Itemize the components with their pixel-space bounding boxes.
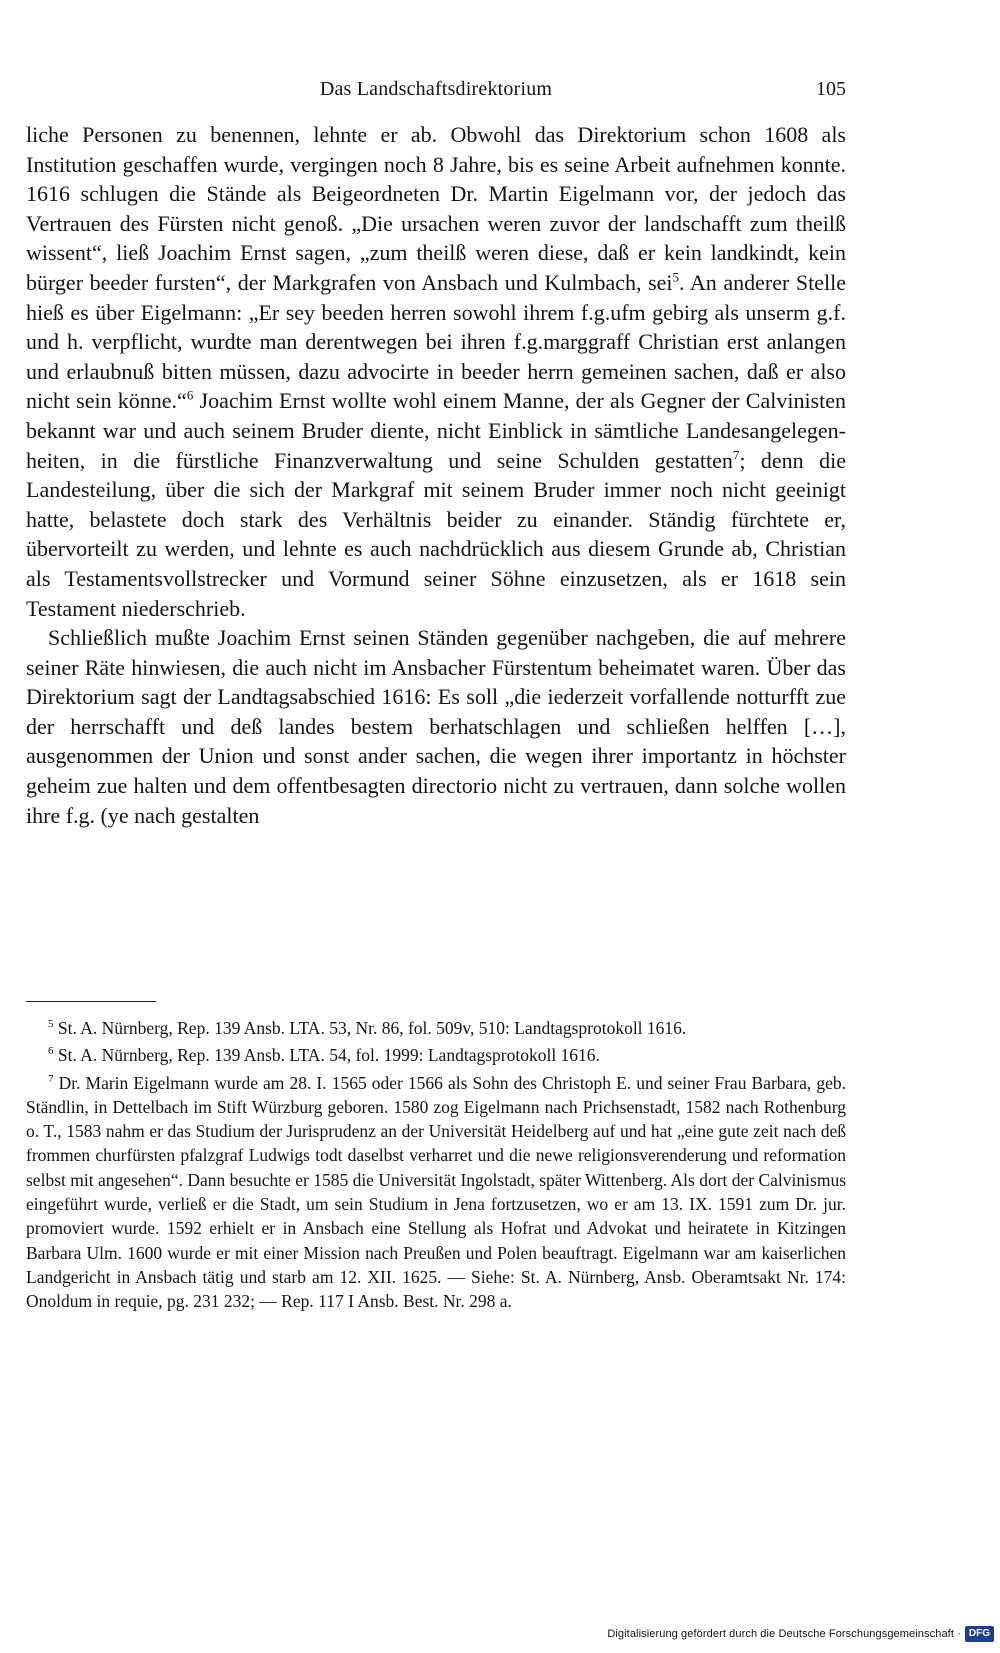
footnote-divider [26, 1001, 156, 1002]
paragraph-1-part-a: liche Personen zu benennen, lehnte er ab. Obwohl das Direktorium schon 1608 als Institution geschaffen wurde, vergingen noch 8 Jahre, bis es seine Arbeit aufnehmen konnte. 1616 schlugen die Stände als Beigeordneten Dr. Martin Eigelmann vor, der jedoch das Vertrauen des Fürsten nicht genoß. „Die ursachen weren zuvor der landschafft zum theilß wissent“, ließ Joachim Ernst sagen, „zum theilß weren diese, daß er kein landkindt, kein bürger beeder fursten“, der Markgrafen von Ansbach und Kulmbach, sei [26, 122, 846, 295]
digitization-credit [607, 1625, 994, 1643]
footnote-text: St. A. Nürnberg, Rep. 139 Ansb. LTA. 54, fol. 1999: Landtagsprotokoll 1616. [53, 1045, 600, 1066]
running-head [26, 78, 846, 108]
paragraph-1-part-b: . An anderer Stelle hieß es über Eigelmann: „Er sey beeden herren sowohl ihrem f.g.ufm gebirg als unserm g.f. und h. verpflicht, wurdte man derentwegen bei ihren f.g.marggraff Christian erst anlangen und erlaubnuß bitten müssen, dazu advocirte in beeder herrn gemeinen sachen, daß er also nicht sein könne.“ [26, 269, 846, 414]
page-number: 105 [816, 78, 846, 100]
footnote-marker: 5 [48, 1018, 54, 1031]
footnote-7 [26, 1071, 846, 1314]
footnotes [26, 1016, 846, 1314]
paragraph-2: Schließlich mußte Joachim Ernst seinen Ständen gegenüber nachgeben, die auf mehrere seiner Räte hinwiesen, die auch nicht im Ansbacher Fürstentum beheimatet waren. Über das Direktorium sagt der Landtagsabschied 1616: Es soll „die iederzeit vorfallende notturfft zue der herrschafft und deß landes bestem berhatschlagen und schließen helffen […], ausgenommen der Union und sonst ander sachen, die wegen ihrer importantz in höchster geheim zue halten und dem offentbesagten directorio nicht zu vertrauen, dann solche wollen ihre f.g. (ye nach gestalten [26, 625, 846, 828]
paragraph-1-part-c: Joachim Ernst wollte wohl einem Manne, der als Gegner der Calvinisten bekannt war und auch seinem Bruder diente, nicht Einblick in sämtliche Landesangelegenheiten, in die fürstliche Finanzverwaltung und seine Schulden gestatten [26, 388, 846, 473]
footnote-ref-7: 7 [732, 447, 740, 463]
footnote-ref-5: 5 [672, 269, 680, 285]
main-text [26, 120, 846, 830]
digitization-credit-text: Digitalisierung gefördert durch die Deutsche Forschungsgemeinschaft · [607, 1628, 961, 1640]
paragraph-1 [26, 120, 846, 623]
footnote-5 [26, 1016, 846, 1040]
footnote-ref-6: 6 [186, 388, 194, 404]
footnote-text: Dr. Marin Eigelmann wurde am 28. I. 1565 oder 1566 als Sohn des Christoph E. und seiner Frau Barbara, geb. Ständlin, in Dettelbach im Stift Würzburg geboren. 1580 zog Eigelmann nach Prichsenstadt, 1582 nach Rothenburg o. T., 1583 nahm er das Studium der Jurisprudenz an der Universität Heidelberg auf und hat „eine gute zeit nach deß frommen churfürsten pfalzgraf Ludwigs todt daselbst verharret und die newe religionsverenderung und reformation selbst mit angesehen“. Dann besuchte er 1585 die Universität Ingolstadt, später Wittenberg. Als dort der Calvinismus eingeführt wurde, verließ er die Stadt, um sein Studium in Jena fortzusetzen, wo er am 13. IX. 1591 zum Dr. jur. promoviert wurde. 1592 erhielt er in Ansbach eine Stellung als Hofrat und Advokat und heiratete in Kitzingen Barbara Ulm. 1600 wurde er mit einer Mission nach Preußen und Polen beauftragt. Eigelmann war am kaiserlichen Landgericht in Ansbach tätig und starb am 12. XII. 1625. — Siehe: St. A. Nürnberg, Ansb. Oberamtsakt Nr. 174: Onoldum in requie, pg. 231 232; — Rep. 117 I Ansb. Best. Nr. 298 a. [26, 1072, 847, 1312]
footnote-6 [26, 1043, 846, 1067]
footnote-text: St. A. Nürnberg, Rep. 139 Ansb. LTA. 53, Nr. 86, fol. 509v, 510: Landtagsprotokoll 1616. [53, 1018, 687, 1038]
footnote-marker: 7 [48, 1072, 54, 1085]
dfg-logo: DFG [965, 1626, 994, 1642]
running-title: Das Landschaftsdirektorium [319, 78, 553, 100]
footnote-marker: 6 [48, 1045, 54, 1058]
paragraph-1-part-d: ; denn die Landesteilung, über die sich der Markgraf mit seinem Bruder immer noch nicht geeinigt hatte, belastete doch stark des Verhältnis beider zu einander. Ständig fürchtete er, übervorteilt zu werden, und lehnte es auch nachdrücklich aus diesem Grunde ab, Christian als Testamentsvollstrecker und Vormund seiner Söhne einzusetzen, als er 1618 sein Testament niederschrieb. [26, 447, 846, 621]
